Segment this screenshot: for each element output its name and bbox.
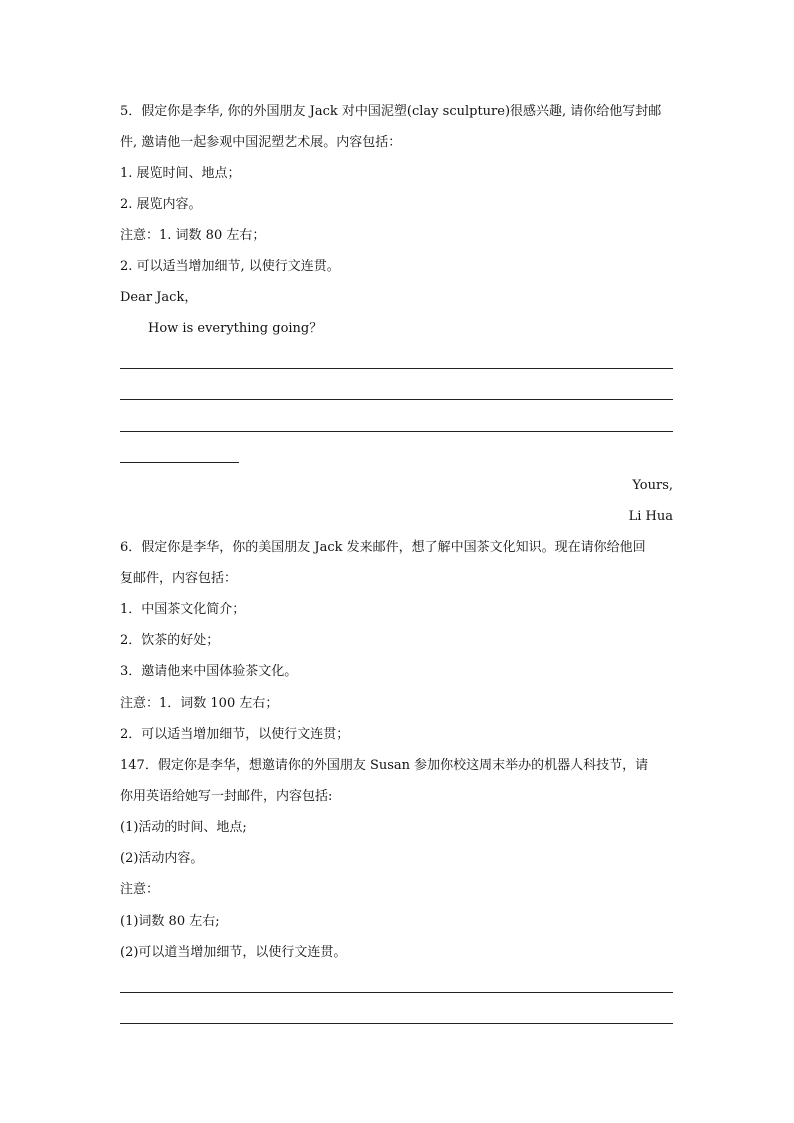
q5-signature: Li Hua: [628, 509, 673, 524]
q6-note-2: 2．可以适当增加细节，以使行文连贯；: [120, 727, 350, 742]
q6-note-1: 注意：1．词数 100 左右；: [120, 696, 279, 711]
q6-intro-line1: 6．假定你是李华，你的美国朋友 Jack 发来邮件，想了解中国茶文化知识。现在请你给他回: [120, 540, 646, 555]
q5-intro-line2: 件, 邀请他一起参观中国泥塑艺术展。内容包括：: [120, 135, 402, 150]
q5-opening: How is everything going？: [148, 321, 323, 336]
q5-salutation: Dear Jack，: [120, 290, 198, 305]
q5-intro-line1: 5．假定你是李华, 你的外国朋友 Jack 对中国泥塑(clay sculpture)很感兴趣, 请你给他写封邮: [120, 104, 662, 119]
q5-point-1: 1. 展览时间、地点；: [120, 166, 241, 181]
q6-intro-line2: 复邮件，内容包括：: [120, 571, 238, 586]
answer-line: [120, 431, 673, 432]
q147-intro-line1: 147．假定你是李华，想邀请你的外国朋友 Susan 参加你校这周末举办的机器人科技节，请: [120, 758, 649, 773]
q147-intro-line2: 你用英语给她写一封邮件，内容包括:: [120, 789, 333, 804]
q6-point-1: 1．中国茶文化简介；: [120, 602, 246, 617]
q5-note-1: 注意：1. 词数 80 左右；: [120, 228, 266, 243]
q147-point-2: (2)活动内容。: [120, 851, 204, 866]
q147-note-2: (2)可以道当增加细节，以使行文连贯。: [120, 945, 347, 960]
q147-note-label: 注意：: [120, 882, 160, 897]
answer-line: [120, 992, 673, 993]
q6-point-3: 3．邀请他来中国体验茶文化。: [120, 664, 298, 679]
answer-line-short: [120, 462, 239, 463]
q6-point-2: 2．饮茶的好处；: [120, 633, 220, 648]
answer-line: [120, 1023, 673, 1024]
q5-note-2: 2. 可以适当增加细节, 以使行文连贯。: [120, 259, 340, 274]
q147-point-1: (1)活动的时间、地点;: [120, 820, 247, 835]
answer-line: [120, 368, 673, 369]
answer-line: [120, 399, 673, 400]
q5-closing: Yours,: [632, 478, 673, 493]
q5-point-2: 2. 展览内容。: [120, 197, 202, 212]
q147-note-1: (1)词数 80 左右;: [120, 914, 220, 929]
